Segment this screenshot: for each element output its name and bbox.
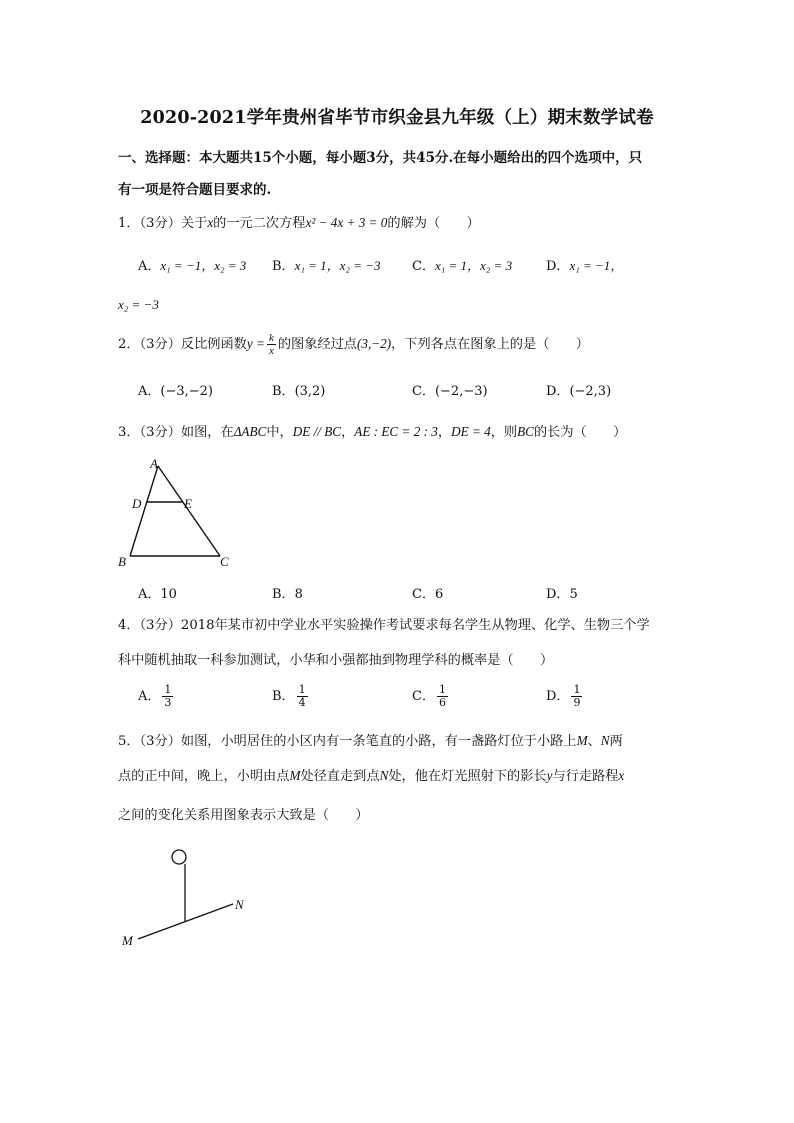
question-4-option-c[interactable]: C． $\frac{1}{6}$	[412, 683, 446, 710]
question-1-option-d[interactable]: D．x₁ = −1，	[546, 258, 624, 274]
label-e: E	[184, 496, 192, 511]
label-c: C	[220, 554, 229, 569]
question-4-option-d[interactable]: D． $\frac{1}{9}$	[546, 683, 581, 710]
question-2-option-d[interactable]: D．(−2,3)	[546, 384, 612, 399]
label-m: M	[122, 933, 133, 948]
question-1-option-c[interactable]: C．x₁ = 1，x₂ = 3	[412, 258, 513, 274]
question-2-stem: 2．（3分）反比例函数y = $\frac{k}{x}$ 的图象经过点(3,−2)，下列各点在图象上的是（ ）	[118, 332, 589, 358]
side-ac	[158, 466, 220, 556]
question-3-option-b[interactable]: B．8	[272, 587, 303, 602]
question-2-option-b[interactable]: B．(3,2)	[272, 384, 326, 399]
label-b: B	[118, 554, 126, 569]
question-3-option-a[interactable]: A．10	[138, 587, 177, 602]
question-1-option-a[interactable]: A．x₁ = −1，x₂ = 3	[138, 258, 247, 274]
question-1-option-d-cont: x₂ = −3	[118, 297, 159, 312]
question-4-stem-line2: 科中随机抽取一科参加测试，小华和小强都抽到物理学科的概率是（ ）	[118, 653, 554, 668]
label-n: N	[235, 897, 244, 912]
question-3-option-d[interactable]: D．5	[546, 587, 578, 602]
label-a: A	[150, 456, 158, 471]
section-instructions-line2: 有一项是符合题目要求的.	[118, 182, 272, 198]
fraction-k-over-x: $\frac{k}{x}$	[268, 332, 274, 358]
lamp-icon	[172, 850, 186, 864]
triangle-figure	[110, 452, 240, 574]
question-5-stem-line2: 点的正中间，晚上，小明由点M处径直走到点N处，他在灯光照射下的影长y与行走路程x	[118, 768, 625, 784]
label-d: D	[132, 496, 142, 511]
question-5-stem-line3: 之间的变化关系用图象表示大致是（ ）	[118, 808, 369, 823]
question-3-stem: 3．（3分）如图，在ΔABC中，DE // BC，AE : EC = 2 : 3，DE = 4，则BC的长为（ ）	[118, 424, 627, 440]
question-5-stem-line1: 5．（3分）如图，小明居住的小区内有一条笔直的小路，有一盏路灯位于小路上M、N两	[118, 733, 623, 749]
question-2-option-a[interactable]: A．(−3,−2)	[138, 384, 213, 399]
question-1-stem: 1．（3分）关于x的一元二次方程x² − 4x + 3 = 0的解为（ ）	[118, 215, 480, 231]
section-instructions-line1: 一、选择题：本大题共15个小题，每小题3分，共45分.在每小题给出的四个选项中，只	[118, 150, 643, 166]
question-3-option-c[interactable]: C．6	[412, 587, 444, 602]
question-2-option-c[interactable]: C．(−2,−3)	[412, 384, 488, 399]
side-ab	[130, 466, 158, 556]
question-4-stem-line1: 4．（3分）2018年某市初中学业水平实验操作考试要求每名学生从物理、化学、生物三个学	[118, 618, 650, 633]
streetlight-figure	[115, 845, 265, 953]
question-4-option-b[interactable]: B． $\frac{1}{4}$	[272, 683, 306, 710]
page-title: 2020-2021学年贵州省毕节市织金县九年级（上）期末数学试卷	[140, 108, 654, 128]
question-1-option-b[interactable]: B．x₁ = 1，x₂ = −3	[272, 258, 381, 274]
question-4-option-a[interactable]: A． $\frac{1}{3}$	[138, 683, 172, 710]
